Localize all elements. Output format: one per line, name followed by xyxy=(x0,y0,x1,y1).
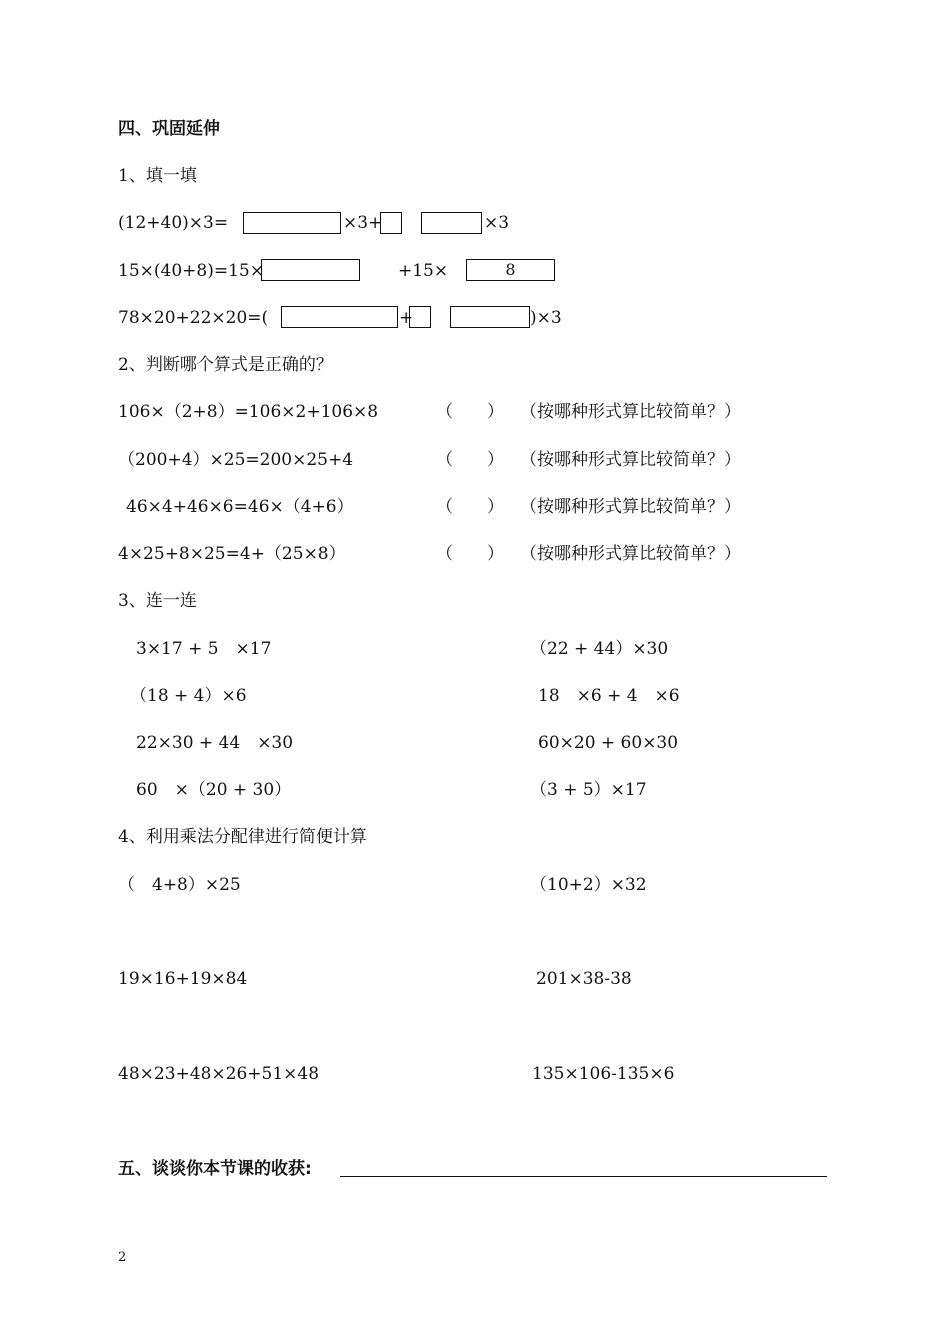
q1-row3-blank-1[interactable] xyxy=(281,306,398,328)
q2-row-3-hint: （按哪种形式算比较简单？） xyxy=(520,497,741,517)
q4-right-2: 201×38-38 xyxy=(536,969,632,989)
q4-title: 4、利用乘法分配律进行简便计算 xyxy=(118,827,367,847)
q3-left-1[interactable]: 3×17 + 5 ×17 xyxy=(136,639,272,659)
q2-row-1-answer[interactable]: （ ） xyxy=(436,402,504,422)
section5-answer-line[interactable] xyxy=(340,1176,827,1177)
q2-row-2-answer[interactable]: （ ） xyxy=(436,450,504,470)
q4-left-1: （ 4+8）×25 xyxy=(118,875,241,895)
q2-row-4-expr: 4×25+8×25=4+（25×8） xyxy=(118,544,346,564)
section5-title: 五、谈谈你本节课的收获: xyxy=(118,1159,312,1179)
q2-row-4-hint: （按哪种形式算比较简单？） xyxy=(520,544,741,564)
q1-row2-blank-1[interactable] xyxy=(261,259,360,281)
q2-row-2-expr: （200+4）×25=200×25+4 xyxy=(118,450,354,470)
q1-row1-end: ×3 xyxy=(484,213,510,233)
q3-title: 3、连一连 xyxy=(118,591,197,611)
q4-left-2: 19×16+19×84 xyxy=(118,969,248,989)
q3-right-3[interactable]: 60×20 + 60×30 xyxy=(538,733,679,753)
q1-row3-blank-2[interactable] xyxy=(409,306,431,328)
q3-right-4[interactable]: （3 + 5）×17 xyxy=(530,780,647,800)
q1-title: 1、填一填 xyxy=(118,166,197,186)
q1-row1-expr: (12+40)×3= xyxy=(118,213,229,233)
q3-left-2[interactable]: （18 + 4）×6 xyxy=(130,686,247,706)
q4-right-1: （10+2）×32 xyxy=(530,875,647,895)
q3-right-2[interactable]: 18 ×6 + 4 ×6 xyxy=(538,686,680,706)
q1-row1-blank-1[interactable] xyxy=(243,212,341,234)
q2-row-3-expr: 46×4+46×6=46×（4+6） xyxy=(126,497,354,517)
q1-row1-blank-2[interactable] xyxy=(380,212,402,234)
q1-row3-plus: + xyxy=(399,308,414,328)
q2-row-1-hint: （按哪种形式算比较简单？） xyxy=(520,402,741,422)
q1-row2-mid: +15× xyxy=(398,261,449,281)
q2-row-4-answer[interactable]: （ ） xyxy=(436,544,504,564)
page-number: 2 xyxy=(118,1250,127,1265)
q2-row-2-hint: （按哪种形式算比较简单？） xyxy=(520,450,741,470)
q2-row-1-expr: 106×（2+8）=106×2+106×8 xyxy=(118,402,379,422)
q4-right-3: 135×106-135×6 xyxy=(532,1064,675,1084)
q4-left-3: 48×23+48×26+51×48 xyxy=(118,1064,320,1084)
q1-row3-end: )×3 xyxy=(530,308,562,328)
q1-row2-box-8: 8 xyxy=(466,259,555,281)
q1-row2-expr: 15×(40+8)=15× xyxy=(118,261,264,281)
q1-row3-blank-3[interactable] xyxy=(450,306,530,328)
q1-row1-blank-3[interactable] xyxy=(421,212,482,234)
q1-row1-mid: ×3+ xyxy=(343,213,383,233)
q2-title: 2、判断哪个算式是正确的？ xyxy=(118,355,333,375)
q2-row-3-answer[interactable]: （ ） xyxy=(436,497,504,517)
q1-row3-expr: 78×20+22×20=( xyxy=(118,308,269,328)
section4-title: 四、巩固延伸 xyxy=(118,119,220,139)
q3-right-1[interactable]: （22 + 44）×30 xyxy=(530,639,669,659)
q3-left-3[interactable]: 22×30 + 44 ×30 xyxy=(136,733,294,753)
q3-left-4[interactable]: 60 ×（20 + 30） xyxy=(136,780,292,800)
